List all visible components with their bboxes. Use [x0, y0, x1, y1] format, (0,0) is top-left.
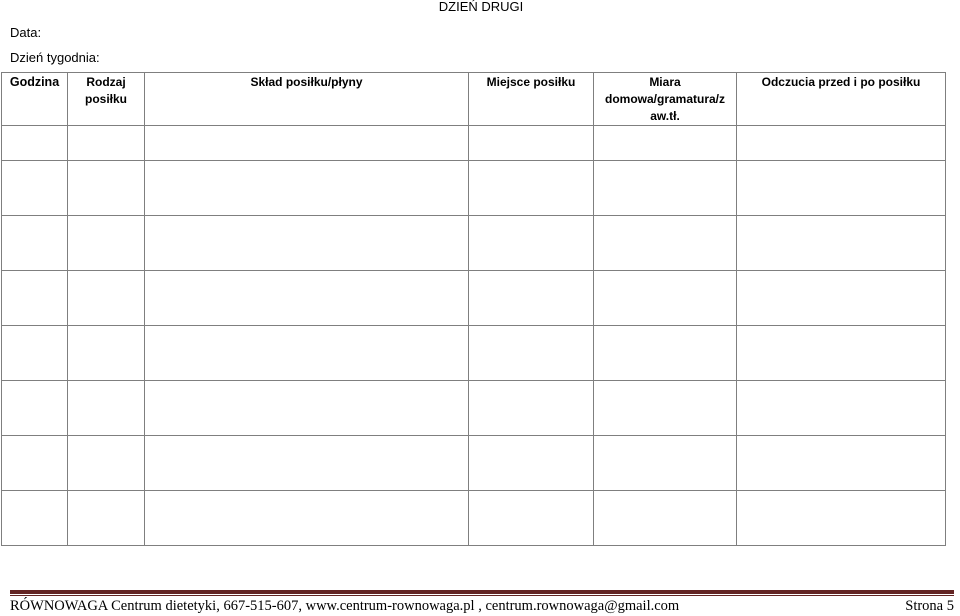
date-label: Data:	[10, 25, 42, 40]
cell-meal-type[interactable]	[68, 491, 145, 546]
cell-time[interactable]	[2, 271, 68, 326]
cell-meal-composition[interactable]	[145, 271, 469, 326]
cell-meal-composition[interactable]	[145, 161, 469, 216]
cell-feelings[interactable]	[737, 381, 946, 436]
cell-meal-place[interactable]	[469, 381, 594, 436]
cell-meal-place[interactable]	[469, 216, 594, 271]
column-header-meal-type: Rodzaj posiłku	[68, 73, 145, 126]
cell-meal-composition[interactable]	[145, 381, 469, 436]
cell-meal-type[interactable]	[68, 216, 145, 271]
cell-feelings[interactable]	[737, 216, 946, 271]
cell-time[interactable]	[2, 161, 68, 216]
cell-meal-composition[interactable]	[145, 216, 469, 271]
cell-measure[interactable]	[594, 271, 737, 326]
footer-contact-text: RÓWNOWAGA Centrum dietetyki, 667-515-607, www.centrum-rownowaga.pl , centrum.rownowaga@gmail.com	[10, 598, 680, 614]
cell-meal-type[interactable]	[68, 326, 145, 381]
column-header-time: Godzina	[2, 73, 68, 126]
cell-meal-place[interactable]	[469, 126, 594, 161]
cell-time[interactable]	[2, 381, 68, 436]
cell-meal-type[interactable]	[68, 126, 145, 161]
cell-meal-place[interactable]	[469, 271, 594, 326]
footer-divider-thick	[10, 590, 954, 594]
table-header-row	[2, 73, 946, 126]
cell-meal-composition[interactable]	[145, 326, 469, 381]
cell-time[interactable]	[2, 326, 68, 381]
page-title	[0, 0, 960, 14]
cell-feelings[interactable]	[737, 326, 946, 381]
cell-time[interactable]	[2, 436, 68, 491]
table-row	[2, 491, 946, 546]
cell-time[interactable]	[2, 216, 68, 271]
table-row	[2, 216, 946, 271]
cell-measure[interactable]	[594, 436, 737, 491]
column-header-measure: Miara domowa/gramatura/z aw.tł.	[594, 73, 737, 126]
table-row	[2, 436, 946, 491]
cell-meal-composition[interactable]	[145, 126, 469, 161]
cell-meal-type[interactable]	[68, 381, 145, 436]
table-row	[2, 271, 946, 326]
cell-feelings[interactable]	[737, 271, 946, 326]
cell-time[interactable]	[2, 491, 68, 546]
column-header-feelings: Odczucia przed i po posiłku	[737, 73, 946, 126]
column-header-meal-place: Miejsce posiłku	[469, 73, 594, 126]
cell-measure[interactable]	[594, 161, 737, 216]
cell-time[interactable]	[2, 126, 68, 161]
cell-meal-place[interactable]	[469, 436, 594, 491]
cell-measure[interactable]	[594, 491, 737, 546]
cell-measure[interactable]	[594, 126, 737, 161]
table-row	[2, 161, 946, 216]
cell-meal-composition[interactable]	[145, 436, 469, 491]
cell-meal-place[interactable]	[469, 326, 594, 381]
cell-feelings[interactable]	[737, 491, 946, 546]
table-row	[2, 381, 946, 436]
cell-measure[interactable]	[594, 326, 737, 381]
column-header-meal-composition: Skład posiłku/płyny	[145, 73, 469, 126]
cell-meal-type[interactable]	[68, 436, 145, 491]
table-row	[2, 126, 946, 161]
cell-feelings[interactable]	[737, 161, 946, 216]
weekday-label: Dzień tygodnia:	[10, 50, 100, 65]
cell-meal-place[interactable]	[469, 491, 594, 546]
food-diary-table	[1, 72, 946, 546]
cell-meal-type[interactable]	[68, 271, 145, 326]
cell-meal-place[interactable]	[469, 161, 594, 216]
page-title-text: DZIEŃ DRUGI	[438, 0, 524, 14]
table-row	[2, 326, 946, 381]
cell-meal-composition[interactable]	[145, 491, 469, 546]
page-number: Strona 5	[905, 598, 954, 614]
cell-feelings[interactable]	[737, 436, 946, 491]
cell-meal-type[interactable]	[68, 161, 145, 216]
cell-feelings[interactable]	[737, 126, 946, 161]
cell-measure[interactable]	[594, 381, 737, 436]
cell-measure[interactable]	[594, 216, 737, 271]
footer-divider-thin	[10, 595, 954, 596]
